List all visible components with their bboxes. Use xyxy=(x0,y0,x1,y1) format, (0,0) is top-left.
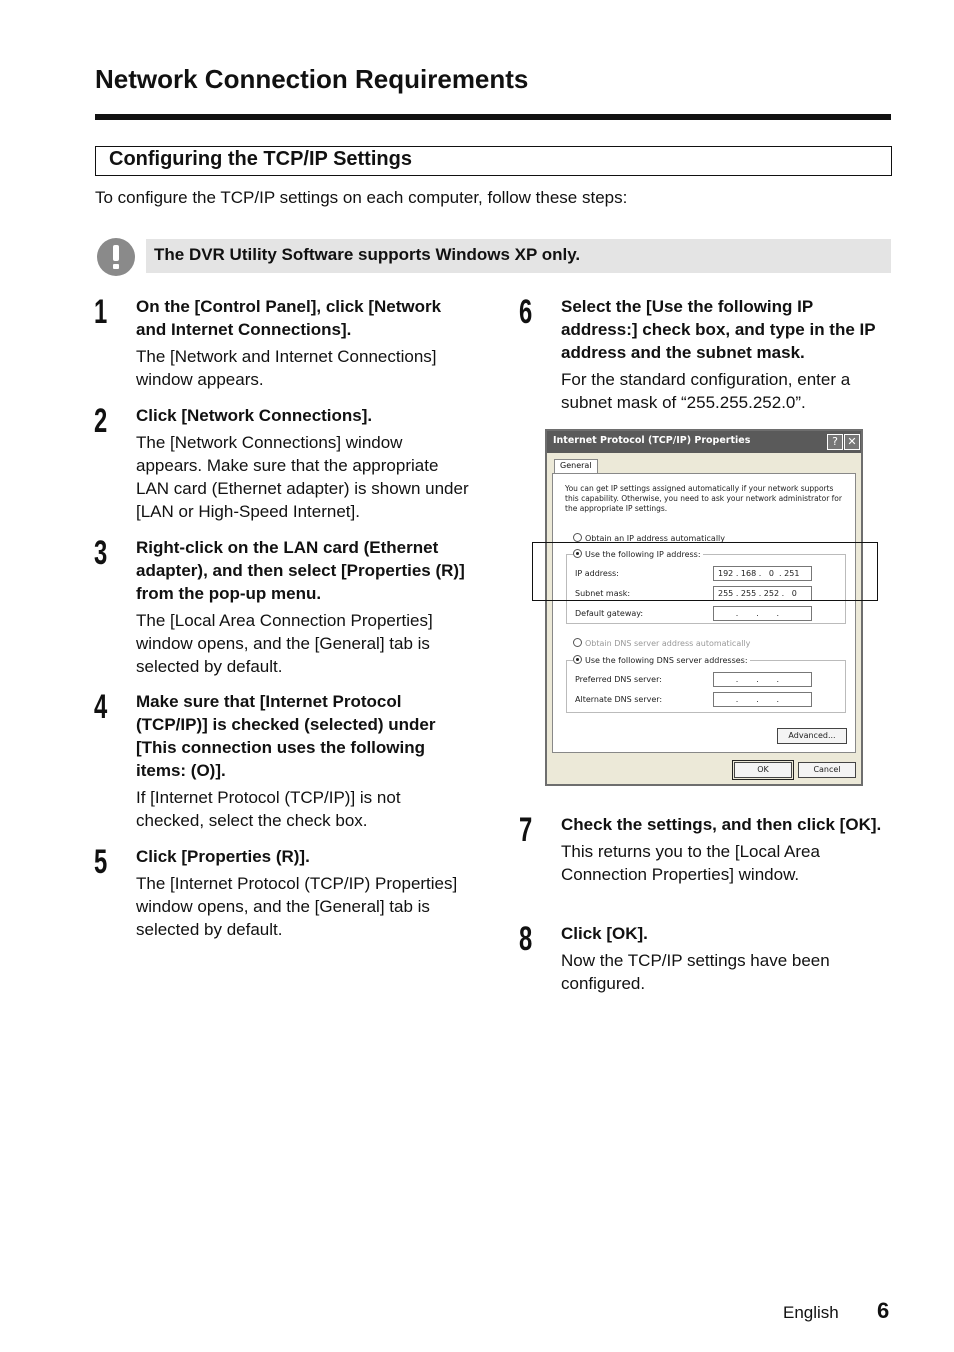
radio-auto-ip[interactable]: Obtain an IP address automatically xyxy=(573,533,725,543)
tab-general[interactable]: General xyxy=(554,459,598,475)
subnet-mask-input[interactable]: 255 . 255 . 252 . 0 xyxy=(713,586,812,601)
step-body: The [Network Connections] window appears. Make sure that the appropriate LAN card (Ethernet adapter) is shown under [LAN or High-Speed Internet]. xyxy=(136,433,469,521)
radio-manual-ip[interactable]: Use the following IP address: xyxy=(573,549,703,559)
ip-address-input[interactable]: 192 . 168 . 0 . 251 xyxy=(713,566,812,581)
step-heading: Right-click on the LAN card (Ethernet adapter), and then select [Properties (R)] from the pop-up menu. xyxy=(136,538,465,603)
step-body: If [Internet Protocol (TCP/IP)] is not checked, select the check box. xyxy=(136,788,401,830)
footer-language: English xyxy=(783,1303,839,1322)
cancel-button[interactable]: Cancel xyxy=(798,762,856,778)
page-number: 6 xyxy=(877,1298,890,1323)
step-heading: Check the settings, and then click [OK]. xyxy=(561,815,882,834)
radio-on-icon xyxy=(573,655,582,664)
step-6 xyxy=(519,293,891,414)
pref-dns-input[interactable]: . . . xyxy=(713,672,812,687)
step-body: The [Network and Internet Connections] window appears. xyxy=(136,347,437,389)
close-button[interactable]: ✕ xyxy=(844,434,860,450)
step-8 xyxy=(519,920,891,995)
dialog-description: You can get IP settings assigned automatically if your network supports this capability. Otherwise, you need to ask your network administrator for the appropriate IP settings. xyxy=(565,484,842,513)
radio-off-icon xyxy=(573,638,582,647)
step-number: 6 xyxy=(519,293,533,331)
page-title: Network Connection Requirements xyxy=(95,64,529,94)
general-panel xyxy=(552,473,856,753)
advanced-button[interactable]: Advanced... xyxy=(777,728,847,744)
radio-off-icon xyxy=(573,533,582,542)
gateway-label: Default gateway: xyxy=(575,609,644,618)
step-number: 4 xyxy=(94,688,108,726)
step-5 xyxy=(94,843,471,941)
step-1 xyxy=(94,293,471,391)
step-body: This returns you to the [Local Area Connection Properties] window. xyxy=(561,842,820,884)
note-text: The DVR Utility Software supports Windows XP only. xyxy=(154,245,581,264)
step-heading: Select the [Use the following IP address:] check box, and type in the IP address and the subnet mask. xyxy=(561,297,876,362)
help-button[interactable]: ? xyxy=(827,434,843,450)
step-number: 7 xyxy=(519,811,533,849)
alt-dns-input[interactable]: . . . xyxy=(713,692,812,707)
alt-dns-label: Alternate DNS server: xyxy=(575,695,663,704)
section-header xyxy=(95,146,892,176)
step-number: 2 xyxy=(94,402,108,440)
radio-manual-dns[interactable]: Use the following DNS server addresses: xyxy=(573,655,750,665)
step-body: For the standard configuration, enter a subnet mask of “255.255.252.0”. xyxy=(561,370,851,412)
radio-auto-dns[interactable]: Obtain DNS server address automatically xyxy=(573,638,750,648)
step-number: 5 xyxy=(94,843,108,881)
note-bar xyxy=(146,239,891,273)
section-title: Configuring the TCP/IP Settings xyxy=(109,148,412,170)
exclamation-icon xyxy=(97,238,135,276)
step-body: The [Internet Protocol (TCP/IP) Properties] window opens, and the [General] tab is selected by default. xyxy=(136,874,458,939)
dialog-title: Internet Protocol (TCP/IP) Properties xyxy=(547,431,861,453)
step-heading: Make sure that [Internet Protocol (TCP/IP)] is checked (selected) under [This connection uses the following items: (O)]. xyxy=(136,692,436,780)
ip-label: IP address: xyxy=(575,569,619,578)
tcpip-properties-dialog xyxy=(545,429,863,786)
step-number: 8 xyxy=(519,920,533,958)
step-body: Now the TCP/IP settings have been configured. xyxy=(561,951,830,993)
title-rule xyxy=(95,114,891,120)
step-body: The [Local Area Connection Properties] window opens, and the [General] tab is selected by default. xyxy=(136,611,433,676)
step-7 xyxy=(519,811,891,886)
step-4 xyxy=(94,688,471,832)
pref-dns-label: Preferred DNS server: xyxy=(575,675,662,684)
gateway-input[interactable]: . . . xyxy=(713,606,812,621)
step-2 xyxy=(94,402,471,523)
highlight-box xyxy=(532,542,878,601)
step-heading: Click [OK]. xyxy=(561,924,648,943)
ok-button[interactable]: OK xyxy=(734,762,792,778)
mask-label: Subnet mask: xyxy=(575,589,631,598)
step-3 xyxy=(94,534,471,678)
step-number: 3 xyxy=(94,534,108,572)
step-number: 1 xyxy=(94,293,108,331)
step-heading: Click [Network Connections]. xyxy=(136,406,373,425)
step-heading: Click [Properties (R)]. xyxy=(136,847,310,866)
step-heading: On the [Control Panel], click [Network and Internet Connections]. xyxy=(136,297,442,339)
intro-text: To configure the TCP/IP settings on each computer, follow these steps: xyxy=(95,188,628,207)
